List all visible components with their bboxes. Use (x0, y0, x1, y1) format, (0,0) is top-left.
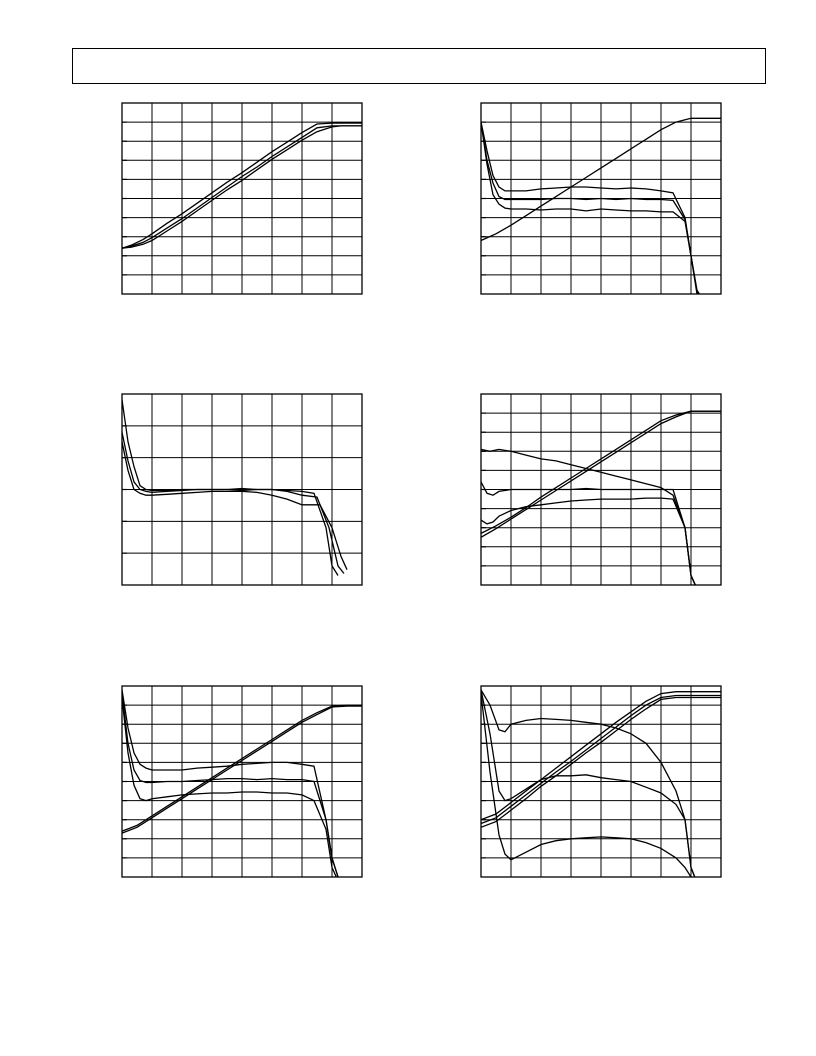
chart-top-left (122, 103, 362, 294)
series-line-4 (481, 122, 703, 300)
series-line-2 (481, 122, 703, 300)
chart-bottom-left (122, 686, 362, 881)
series-line-6 (481, 694, 697, 883)
chart-middle-left (122, 394, 362, 585)
series-line-5 (122, 698, 338, 881)
series-line-3 (122, 442, 347, 570)
series-line-5 (481, 498, 697, 589)
series-line-3 (481, 122, 703, 300)
chart-bottom-right (481, 686, 721, 883)
chart-middle-right (481, 394, 721, 589)
series-line-2 (122, 432, 344, 573)
series-line-4 (481, 690, 697, 883)
chart-top-right (481, 103, 721, 300)
series-line-5 (481, 690, 697, 883)
